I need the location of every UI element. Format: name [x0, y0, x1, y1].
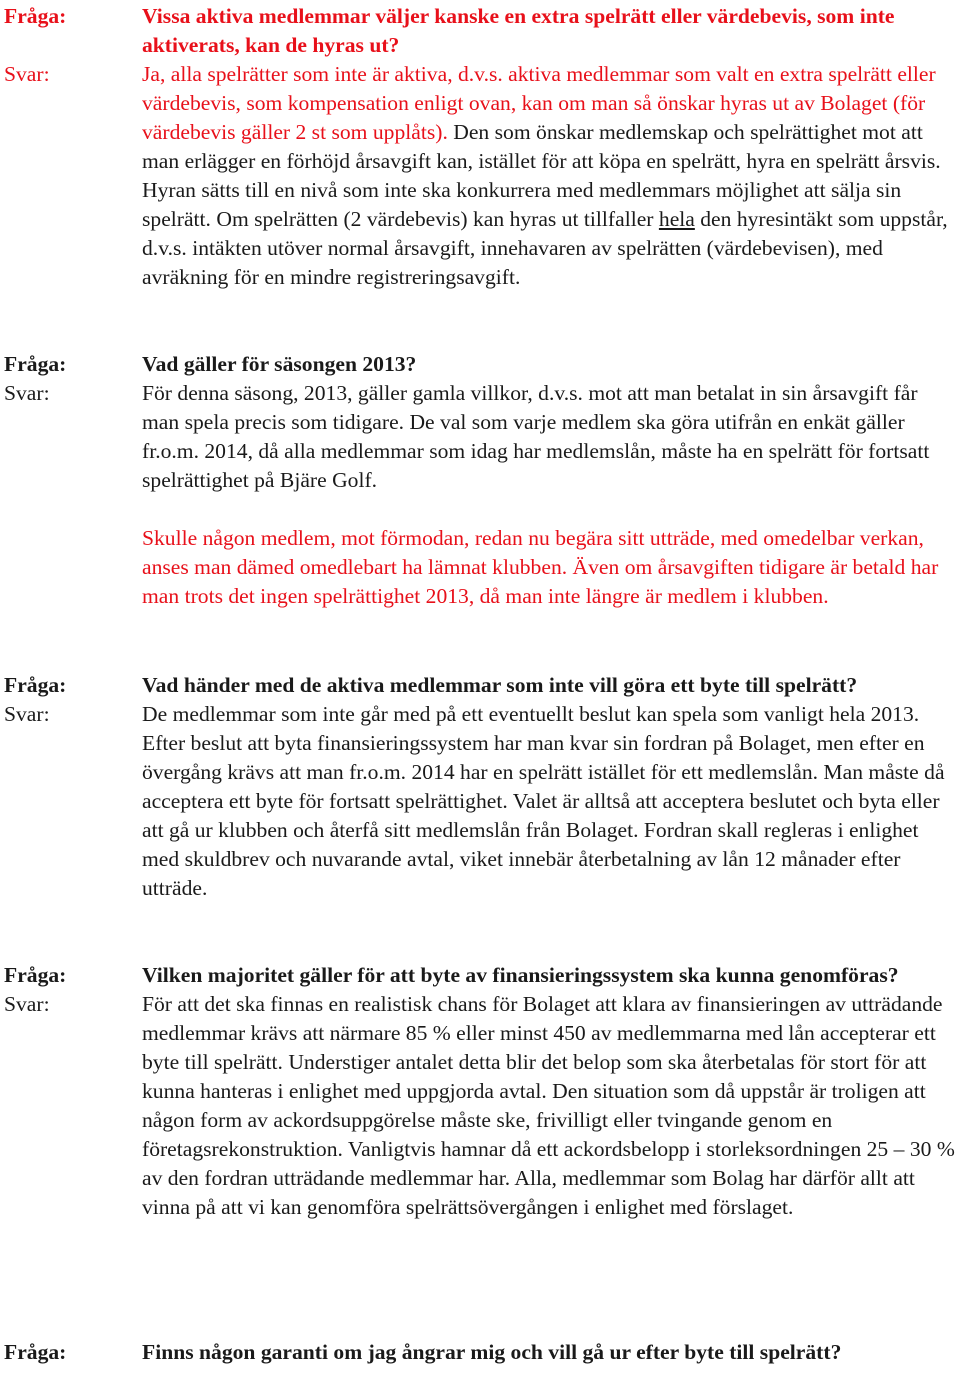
answer-text — [142, 60, 960, 292]
answer-row — [0, 990, 960, 1222]
note-text: Skulle någon medlem, mot förmodan, redan nu begära sitt utträde, med omedelbar verkan, anses man dämed omedlebart ha lämnat klubben. Även om årsavgiften tidigare är betald har man trots det ingen spelrättighet 2013, då man inte längre är medlem i klubben. — [142, 526, 939, 608]
qa-block-3 — [0, 671, 960, 903]
question-row — [0, 961, 960, 990]
question-label: Fråga: — [4, 1340, 67, 1364]
question-label: Fråga: — [4, 673, 67, 697]
question-label: Fråga: — [4, 352, 67, 376]
question-row — [0, 671, 960, 700]
question-text: Vilken majoritet gäller för att byte av finansieringssystem ska kunna genomföras? — [142, 963, 899, 987]
answer-text: För att det ska finnas en realistisk chans för Bolaget att klara av finansieringen av utträdande medlemmar krävs att närmare 85 % eller minst 450 av medlemmarna med lån accepterar ett byte till spelrätt. Understiger antalet detta blir det belop som ska återbetalas för stort för att kunna hanteras i enlighet med uppgjorda avtal. Den situation som då uppstår är troligen att någon form av ackordsuppgörelse måste ske, frivilligt eller tvingande genom en företagsrekonstruktion. Vanligtvis hamnar då ett ackordsbelopp i storleksordningen 25 – 30 % av den fordran utträdande medlemmar har. Alla, medlemmar som Bolag har därför allt att vinna på att vi kan genomföra spelrättsövergången i enlighet med förslaget. — [142, 992, 955, 1219]
answer-text-part-2: den hyresintäkt som uppstår, d.v.s. intäkten utöver normal årsavgift, innehavaren av spelrätten (värdebevisen), med avräkning för en mindre registreringsavgift. — [142, 207, 948, 289]
answer-label: Svar: — [4, 702, 50, 726]
question-text: Vissa aktiva medlemmar väljer kanske en extra spelrätt eller värdebevis, som inte aktiverats, kan de hyras ut? — [142, 4, 895, 57]
answer-text: De medlemmar som inte går med på ett eventuellt beslut kan spela som vanligt hela 2013. Efter beslut att byta finansieringssystem har man kvar sin fordran på Bolaget, men efter en övergång krävs att man fr.o.m. 2014 har en spelrätt istället för ett medlemslån. Man måste då acceptera ett byte för fortsatt spelrättighet. Valet är alltså att acceptera beslutet och byta eller att gå ur klubben och återfå sitt medlemslån från Bolaget. Fordran skall regleras i enlighet med skuldbrev och nuvarande avtal, viket innebär återbetalning av lån 12 månader efter utträde. — [142, 702, 945, 900]
question-text: Vad händer med de aktiva medlemmar som inte vill göra ett byte till spelrätt? — [142, 673, 858, 697]
qa-block-5 — [0, 1338, 960, 1367]
qa-block-4 — [0, 961, 960, 1222]
question-text: Finns någon garanti om jag ångrar mig och vill gå ur efter byte till spelrätt? — [142, 1340, 842, 1364]
question-label: Fråga: — [4, 4, 67, 28]
question-row — [0, 350, 960, 379]
question-row — [0, 2, 960, 60]
note-row — [0, 524, 960, 611]
answer-label: Svar: — [4, 62, 50, 86]
question-row — [0, 1338, 960, 1367]
qa-block-1 — [0, 2, 960, 292]
answer-text-part-1: Den som önskar medlemskap och spelrättighet mot att man erlägger en förhöjd årsavgift kan, istället för att köpa en spelrätt, hyra en spelrätt årsvis. Hyran sätts till en nivå som inte ska konkurrera med medlemmars möjlighet att sälja sin spelrätt. Om spelrätten (2 värdebevis) kan hyras ut tillfaller — [142, 120, 941, 231]
answer-text-highlighted: Ja, alla spelrätter som inte är aktiva, d.v.s. aktiva medlemmar som valt en extra spelrätt eller värdebevis, som kompensation enligt ovan, kan om man så önskar hyras ut av Bolaget (för värdebevis gäller 2 st som upplåts). — [142, 62, 936, 144]
underlined-word: hela — [658, 207, 695, 231]
answer-row — [0, 60, 960, 292]
answer-label: Svar: — [4, 992, 50, 1016]
question-text: Vad gäller för säsongen 2013? — [142, 352, 417, 376]
answer-row — [0, 700, 960, 903]
answer-label: Svar: — [4, 381, 50, 405]
qa-block-2 — [0, 350, 960, 611]
answer-text: För denna säsong, 2013, gäller gamla villkor, d.v.s. mot att man betalat in sin årsavgift får man spela precis som tidigare. De val som varje medlem ska göra utifrån en enkät gäller fr.o.m. 2014, då alla medlemmar som idag har medlemslån, måste ha en spelrätt för fortsatt spelrättighet på Bjäre Golf. — [142, 381, 930, 492]
question-label: Fråga: — [4, 963, 67, 987]
answer-row — [0, 379, 960, 495]
